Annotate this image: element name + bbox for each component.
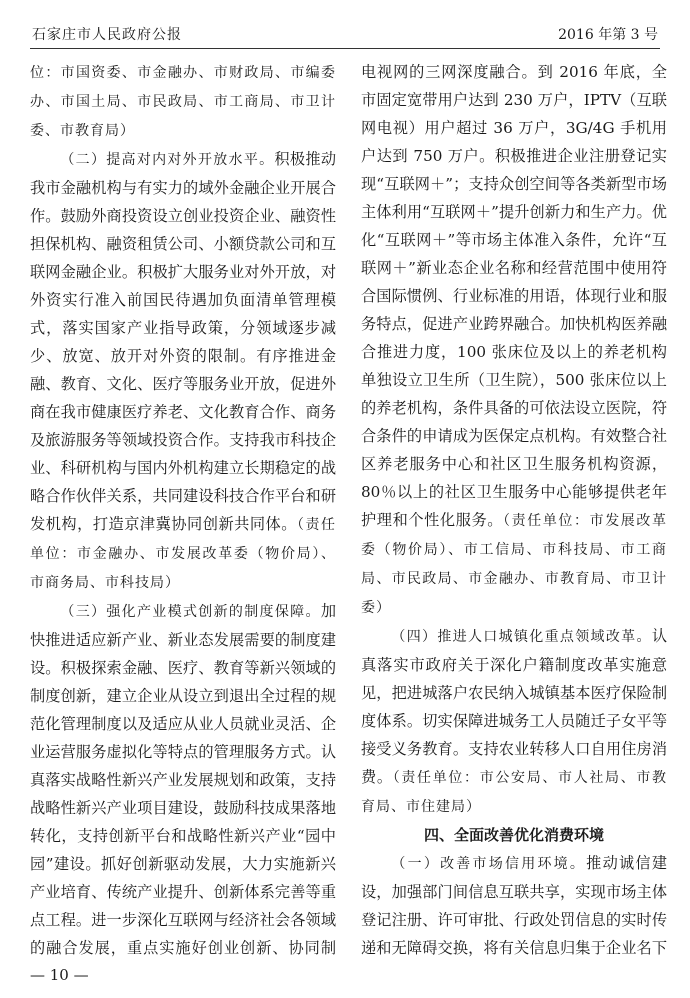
paragraph xyxy=(30,145,336,597)
page-number: — 10 — xyxy=(30,966,89,984)
right-column xyxy=(361,58,667,960)
left-column xyxy=(30,58,336,960)
paragraph xyxy=(30,58,336,145)
issue-number: 2016 年第 3 号 xyxy=(558,27,658,43)
responsibility-note: （责任单位：市金融办、市发展改革委（物价局）、市商务局、市科技局） xyxy=(30,517,336,591)
paragraph-text: 积极推动我市金融机构与有实力的域外金融企业开展合作。鼓励外商投资设立创业投资企业、融资性担保机构、融资租赁公司、小额贷款公司和互联网金融企业。积极扩大服务业对外开放，对外资实行准入前国民待遇加负面清单管理模式，落实国家产业指导政策，分领域逐步减少、放宽、放开对外资的限制。有序推进金融、教育、文化、医疗等服务业开放，促进外商在我市健康医疗养老、文化教育合作、商务及旅游服务等领域投资合作。支持我市科技企业、科研机构与国内外机构建立长期稳定的战略合作伙伴关系，共同建设科技合作平台和研发机构，打造京津冀协同创新共同体。 xyxy=(30,150,336,533)
paragraph xyxy=(361,849,667,960)
publication-title: 石家庄市人民政府公报 xyxy=(32,27,182,43)
paragraph-text: 电视网的三网深度融合。到 2016 年底，全市固定宽带用户达到 230 万户，IPTV（互联网电视）用户超过 36 万户，3G/4G 手机用户达到 750 万户。积极推进企业注册登记实现“互联网＋”；支持众创空间等各类新型市场主体利用“互联网＋”提升创新力和生产力。优化“互联网＋”等市场主体准入条件，允许“互联网＋”新业态企业名称和经营范围中使用符合国际惯例、行业标准的用语，体现行业和服务特点，促进产业跨界融合。加快机构医养融合推进力度，100 张床位及以上的养老机构单独设立卫生所（卫生院），500 张床位以上的养老机构，条件具备的可依法设立医院，符合条件的申请成为医保定点机构。有效整合社区养老服务中心和社区卫生服务机构资源，80％以上的社区卫生服务中心能够提供老年护理和个性化服务。 xyxy=(361,63,667,529)
page-header xyxy=(30,14,660,49)
paragraph xyxy=(361,58,667,622)
subsection-title: （一）改善市场信用环境。 xyxy=(391,856,587,872)
paragraph xyxy=(361,622,667,821)
responsibility-note: （责任单位：市发展改革委（物价局）、市工信局、市科技局、市工商局、市民政局、市金融办、市教育局、市卫计委） xyxy=(361,513,667,616)
subsection-title: （三）强化产业模式创新的制度保障。 xyxy=(60,604,321,620)
section-heading: 四、全面改善优化消费环境 xyxy=(423,826,604,844)
responsibility-note: （责任单位：市公安局、市人社局、市教育局、市住建局） xyxy=(361,770,667,815)
paragraph-text: 加快推进适应新产业、新业态发展需要的制度建设。积极探索金融、医疗、教育等新兴领域的制度创新，建立企业从设立到退出全过程的规范化管理制度以及适应从业人员就业灵活、企业运营服务虚拟化等特点的管理服务方式。认真落实战略性新兴产业发展规划和政策，支持战略性新兴产业项目建设，鼓励科技成果落地转化，支持创新平台和战略性新兴产业“园中园”建设。抓好创新驱动发展，大力实施新兴产业培育、传统产业提升、创新体系完善等重点工程。进一步深化互联网与经济社会各领域的融合发展，重点实施好创业创新、协同制 xyxy=(30,602,336,957)
subsection-title: （二）提高对内对外开放水平。 xyxy=(60,152,275,168)
paragraph-text: 认真落实市政府关于深化户籍制度改革实施意见，把进城落户农民纳入城镇基本医疗保险制度体系。切实保障进城务工人员随迁子女平等接受义务教育。支持农业转移人口自用住房消费。 xyxy=(361,627,667,786)
paragraph xyxy=(30,597,336,960)
paragraph-text: 推动诚信建设，加强部门间信息互联共享，实现市场主体登记注册、许可审批、行政处罚信息的实时传递和无障碍交换，将有关信息归集于企业名下 xyxy=(361,854,667,957)
responsibility-note: 位：市国资委、市金融办、市财政局、市编委办、市国土局、市民政局、市工商局、市卫计委、市教育局） xyxy=(30,65,336,139)
subsection-title: （四）推进人口城镇化重点领域改革。 xyxy=(391,629,652,645)
